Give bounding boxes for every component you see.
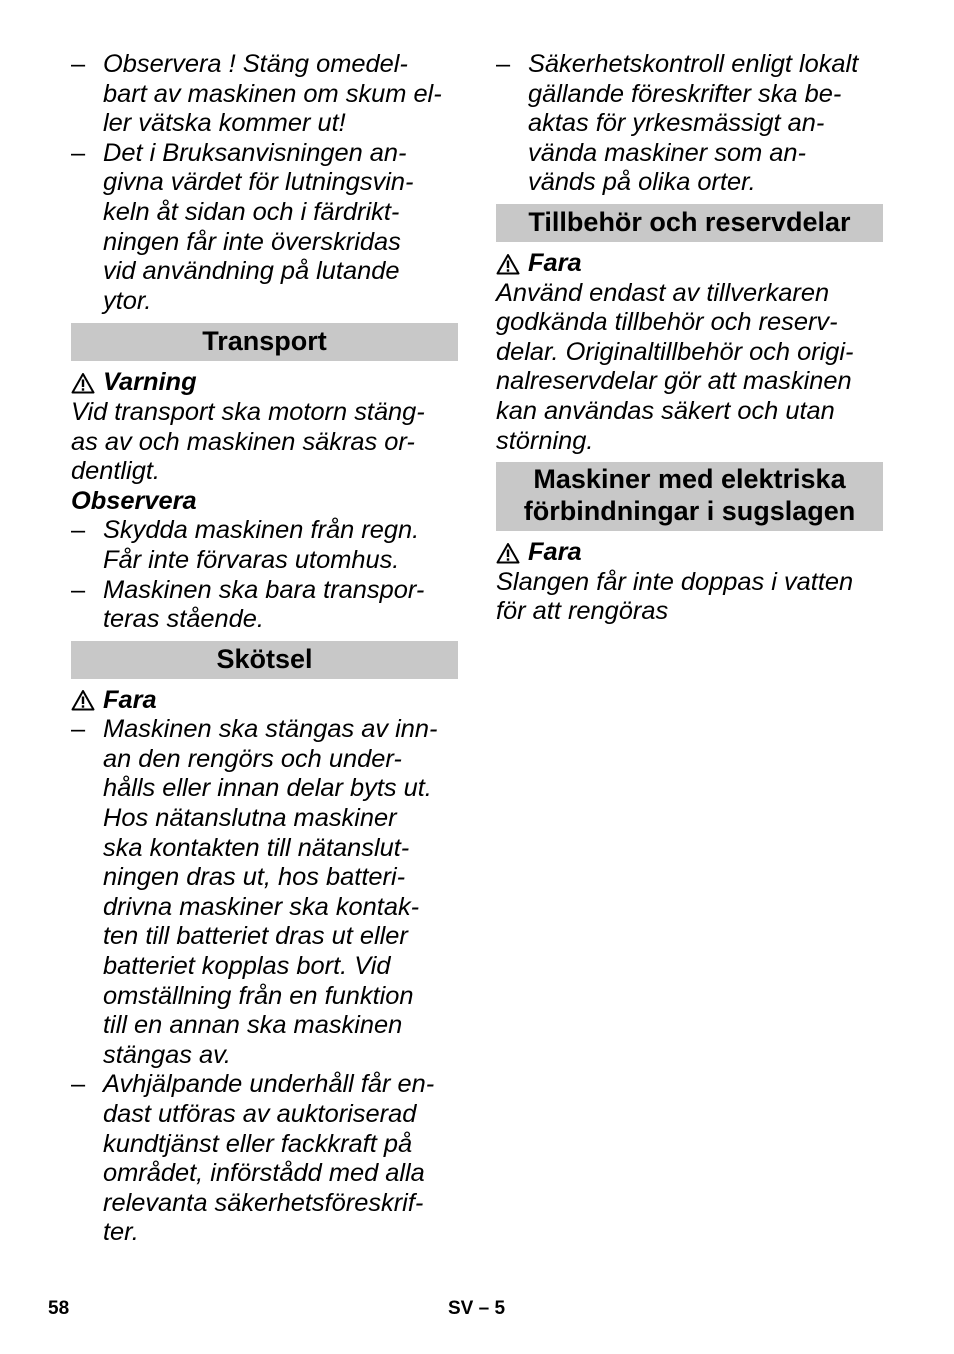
section-page-label <box>448 1298 505 1320</box>
dash-bullet: – <box>496 50 511 78</box>
section-code: SV <box>448 1298 474 1319</box>
warning-triangle-icon <box>71 372 95 394</box>
warning-label <box>496 249 883 279</box>
list-item <box>496 50 883 198</box>
warning-label-text: Fara <box>103 685 157 714</box>
dash-bullet: – <box>71 715 86 744</box>
section-heading-skotsel: Skötsel <box>71 641 458 679</box>
list-item <box>71 50 458 139</box>
warning-label-text: Fara <box>528 248 582 277</box>
list-item <box>71 576 458 635</box>
dash-bullet: – <box>71 1070 86 1099</box>
page-number: 58 <box>48 1298 70 1319</box>
warning-text: Vid transport ska motorn stäng- as av och maskinen säkras or- dentligt. <box>71 397 425 486</box>
section-heading-maskiner: Maskiner med elektriska förbindningar i sugslagen <box>496 462 883 531</box>
list-item-text: Maskinen ska stängas av inn- an den rengörs och under- hålls eller innan delar byts ut. Hos nätanslutna maskiner ska kontakten till nätanslut- ningen dras ut, hos batteri- drivna maskiner ska kontak- ten till batteriet dras ut eller batteriet kopplas bort. Vid omställning från en funktion till en annan ska maskinen stängas av. <box>103 715 438 1069</box>
list-item <box>71 1070 458 1248</box>
dash-bullet: – <box>71 138 86 167</box>
warning-label-text: Varning <box>103 368 197 397</box>
list-item-text: Säkerhetskontroll enligt lokalt gällande föreskrifter ska be- aktas för yrkesmässigt an- vända maskiner som an- vänds på olika orter. <box>528 50 859 197</box>
section-text: Slangen får inte doppas i vatten för att rengöras <box>496 567 854 626</box>
warning-triangle-icon <box>71 689 95 711</box>
right-column <box>496 50 883 627</box>
list-item <box>71 715 458 1070</box>
section-heading-transport: Transport <box>71 323 458 361</box>
warning-label <box>71 368 458 398</box>
left-column <box>71 50 458 1248</box>
warning-label <box>71 686 458 716</box>
section-dash: – <box>478 1298 490 1319</box>
list-item-text: Maskinen ska bara transpor- teras stående. <box>103 575 425 634</box>
dash-bullet: – <box>71 575 86 604</box>
note-label: Observera <box>71 486 197 515</box>
warning-triangle-icon <box>496 542 520 564</box>
dash-bullet: – <box>71 50 86 78</box>
list-item-text: Skydda maskinen från regn. Får inte förvaras utomhus. <box>103 516 420 574</box>
warning-triangle-icon <box>496 253 520 275</box>
list-item-text: Det i Bruksanvisningen an- givna värdet för lutningsvin- keln åt sidan och i färdrikt- ningen får inte överskridas vid användning på lutande ytor. <box>103 138 414 315</box>
list-item-text: Observera ! Stäng omedel- bart av maskinen om skum el- ler vätska kommer ut! <box>103 50 442 138</box>
section-page: 5 <box>494 1298 506 1319</box>
list-item <box>71 516 458 575</box>
list-item-text: Avhjälpande underhåll får en- dast utföras av auktoriserad kundtjänst eller fackkraft på området, införstådd med alla relevanta säkerhetsföreskrif- ter. <box>103 1070 435 1247</box>
warning-label <box>496 538 883 568</box>
dash-bullet: – <box>71 516 86 545</box>
section-text: Använd endast av tillverkaren godkända tillbehör och reserv- delar. Originaltillbehör och origi- nalreservdelar gör att maskinen kan användas säkert och utan störning. <box>496 278 854 455</box>
section-heading-tillbehor: Tillbehör och reservdelar <box>496 204 883 242</box>
warning-label-text: Fara <box>528 538 582 567</box>
list-item <box>71 139 458 317</box>
